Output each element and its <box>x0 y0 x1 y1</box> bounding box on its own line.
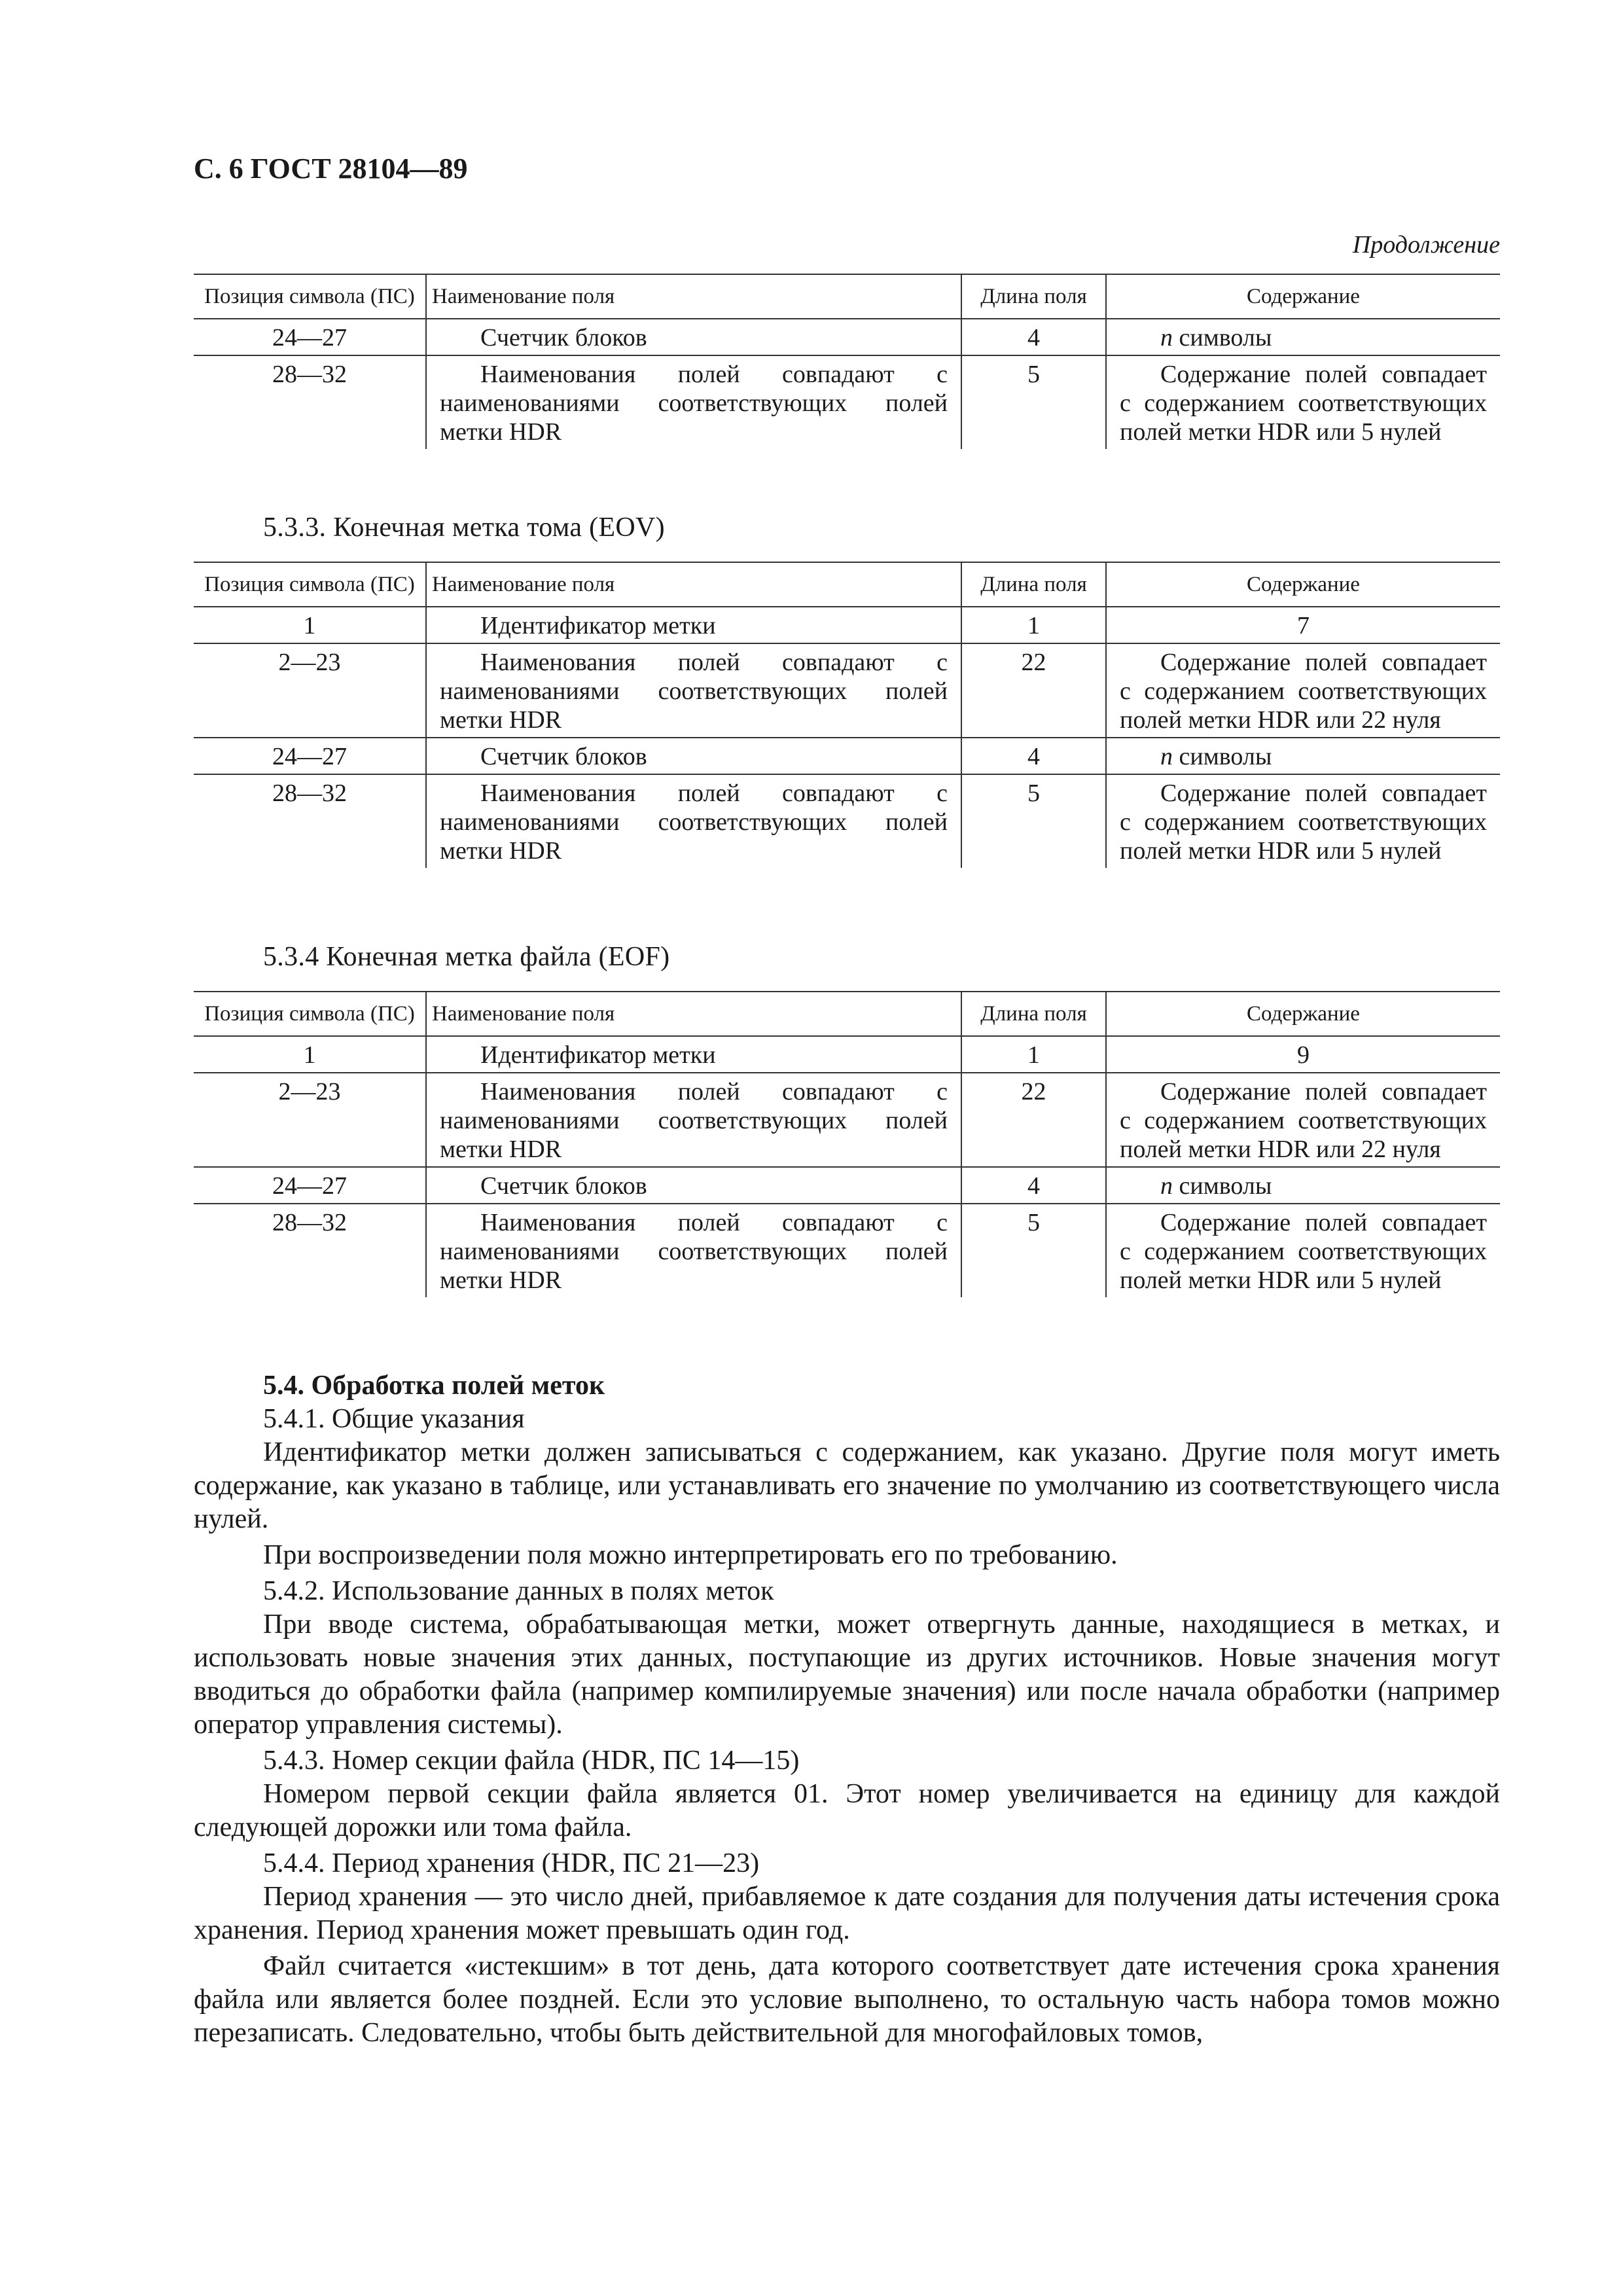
table-row <box>194 607 1500 643</box>
cell-length: 4 <box>961 1167 1106 1204</box>
cell-field-name: Идентификатор метки <box>426 1036 961 1073</box>
section-5-4-3-heading: 5.4.3. Номер секции файла (HDR, ПС 14—15) <box>263 1746 800 1776</box>
cell-length: 22 <box>961 1073 1106 1167</box>
col-position-header: Позиция символа (ПС) <box>194 274 426 319</box>
cell-position: 24—27 <box>194 1167 426 1204</box>
section-5-3-4-caption: 5.3.4 Конечная метка файла (EOF) <box>263 942 670 972</box>
cell-position: 28—32 <box>272 1209 347 1236</box>
cell-field-name: Наименования полей совпадают с наименованиями соответствующих полей метки HDR <box>426 774 961 868</box>
paragraph: При вводе система, обрабатывающая метки, может отвергнуть данные, находящиеся в метках, и использовать новые значения этих данных, поступающие из других источников. Новые значения могут вводиться до обработки файла (например компилируемые значения) или после начала обработки (например оператор управления системы). <box>194 1609 1500 1740</box>
cell-content-text: символы <box>1179 324 1272 351</box>
cell-content: 9 <box>1106 1036 1500 1073</box>
cell-length: 5 <box>961 774 1106 868</box>
cell-position: 28—32 <box>272 780 347 807</box>
section-5-4-heading: 5.4. Обработка полей меток <box>263 1371 605 1401</box>
cell-content: Содержание полей совпадает с содержанием соответствующих полей метки HDR или 22 нуля <box>1106 643 1500 738</box>
table-eov <box>194 562 1500 868</box>
table-row <box>194 738 1500 774</box>
cell-field-name: Наименования полей совпадают с наименованиями соответствующих полей метки HDR <box>426 1073 961 1167</box>
col-content-header: Содержание <box>1106 992 1500 1036</box>
cell-position: 24—27 <box>194 738 426 774</box>
table-row <box>194 1073 1500 1167</box>
col-content-header: Содержание <box>1106 562 1500 607</box>
cell-position: 2—23 <box>194 1073 426 1167</box>
cell-content <box>1106 319 1500 355</box>
variable-n: n <box>1160 324 1173 351</box>
col-name-header: Наименование поля <box>426 274 961 319</box>
table-header-row <box>194 992 1500 1036</box>
table2-body <box>194 607 1500 868</box>
variable-n: n <box>1160 743 1173 770</box>
table-row <box>194 1036 1500 1073</box>
cell-field-name: Идентификатор метки <box>426 607 961 643</box>
col-position-header: Позиция символа (ПС) <box>194 992 426 1036</box>
cell-field-name: Счетчик блоков <box>426 738 961 774</box>
cell-content <box>1106 1167 1500 1204</box>
table-eof <box>194 991 1500 1297</box>
col-position-header: Позиция символа (ПС) <box>194 562 426 607</box>
paragraph: Период хранения — это число дней, прибавляемое к дате создания для получения даты истечения срока хранения. Период хранения может превышать один год. <box>194 1882 1500 1945</box>
table-header-row <box>194 274 1500 319</box>
cell-content-text: символы <box>1179 1172 1272 1200</box>
table-row <box>194 319 1500 355</box>
cell-length: 1 <box>961 1036 1106 1073</box>
cell-field-name: Наименования полей совпадают с наименованиями соответствующих полей метки HDR <box>426 643 961 738</box>
body-text <box>194 1369 1500 2053</box>
table-continuation <box>194 274 1500 449</box>
section-5-4-4-heading: 5.4.4. Период хранения (HDR, ПС 21—23) <box>263 1848 760 1878</box>
section-5-4-2-heading: 5.4.2. Использование данных в полях меток <box>263 1576 774 1606</box>
paragraph: При воспроизведении поля можно интерпретировать его по требованию. <box>263 1540 1118 1570</box>
table-row <box>194 1204 1500 1297</box>
continuation-label: Продолжение <box>1352 231 1500 259</box>
section-5-4-1-heading: 5.4.1. Общие указания <box>263 1404 525 1434</box>
cell-field-name: Счетчик блоков <box>426 319 961 355</box>
cell-length: 1 <box>961 607 1106 643</box>
col-content-header: Содержание <box>1106 274 1500 319</box>
cell-length: 5 <box>961 1204 1106 1297</box>
cell-content: Содержание полей совпадает с содержанием соответствующих полей метки HDR или 5 нулей <box>1106 355 1500 449</box>
cell-field-name: Наименования полей совпадают с наименованиями соответствующих полей метки HDR <box>426 1204 961 1297</box>
cell-field-name: Счетчик блоков <box>426 1167 961 1204</box>
paragraph: Идентификатор метки должен записываться с содержанием, как указано. Другие поля могут иметь содержание, как указано в таблице, или устанавливать его значение по умолчанию из соответствующего числа нулей. <box>194 1437 1500 1534</box>
cell-position: 24—27 <box>194 319 426 355</box>
col-name-header: Наименование поля <box>426 992 961 1036</box>
cell-length: 4 <box>961 738 1106 774</box>
page-header: С. 6 ГОСТ 28104—89 <box>194 152 468 185</box>
cell-content: Содержание полей совпадает с содержанием соответствующих полей метки HDR или 5 нулей <box>1106 774 1500 868</box>
variable-n: n <box>1160 1172 1173 1200</box>
col-length-header: Длина поля <box>961 562 1106 607</box>
paragraph: Номером первой секции файла является 01. Этот номер увеличивается на единицу для каждой следующей дорожки или тома файла. <box>194 1779 1500 1842</box>
cell-content: Содержание полей совпадает с содержанием соответствующих полей метки HDR или 22 нуля <box>1106 1073 1500 1167</box>
col-length-header: Длина поля <box>961 992 1106 1036</box>
cell-content-text: символы <box>1179 743 1272 770</box>
cell-length: 5 <box>961 355 1106 449</box>
cell-content: 7 <box>1106 607 1500 643</box>
paragraph: Файл считается «истекшим» в тот день, дата которого соответствует дате истечения срока хранения файла или является более поздней. Если это условие выполнено, то остальную часть набора томов можно перезаписать. Следовательно, чтобы быть действительной для многофайловых томов, <box>194 1951 1500 2048</box>
table-row <box>194 774 1500 868</box>
table-row <box>194 355 1500 449</box>
section-5-3-3-caption: 5.3.3. Конечная метка тома (EOV) <box>263 512 665 543</box>
cell-position: 1 <box>194 607 426 643</box>
cell-position: 2—23 <box>194 643 426 738</box>
cell-content <box>1106 738 1500 774</box>
cell-field-name: Наименования полей совпадают с наименованиями соответствующих полей метки HDR <box>426 355 961 449</box>
cell-length: 4 <box>961 319 1106 355</box>
table-row <box>194 643 1500 738</box>
col-length-header: Длина поля <box>961 274 1106 319</box>
table-row <box>194 1167 1500 1204</box>
cell-length: 22 <box>961 643 1106 738</box>
cell-content: Содержание полей совпадает с содержанием соответствующих полей метки HDR или 5 нулей <box>1106 1204 1500 1297</box>
table1-body <box>194 319 1500 449</box>
table3-body <box>194 1036 1500 1297</box>
col-name-header: Наименование поля <box>426 562 961 607</box>
cell-position: 28—32 <box>272 361 347 388</box>
table-header-row <box>194 562 1500 607</box>
cell-position: 1 <box>194 1036 426 1073</box>
